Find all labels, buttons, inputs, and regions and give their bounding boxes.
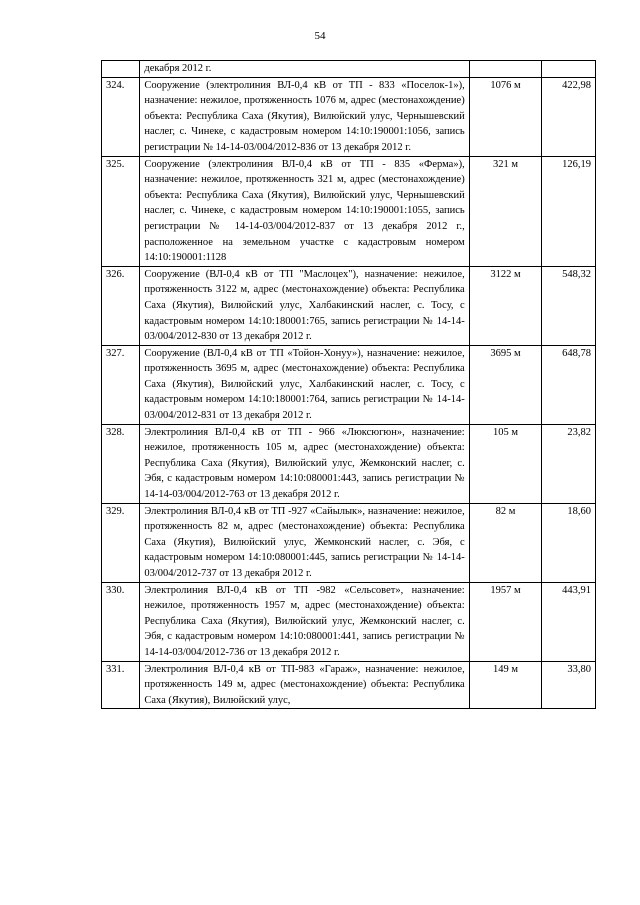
table-row xyxy=(102,661,596,709)
row-description-cell: Сооружение (ВЛ-0,4 кВ от ТП «Тойон-Хонуу»), назначение: нежилое, протяженность 3695 м, адрес (местонахождение) объекта: Республика Саха (Якутия), Вилюйский улус, Халбакинский наслег, с. Тосу, с кадастровым номером 14:10:180001:764, запись регистрации № 14-14-03/004/2012-831 от 13 декабря 2012 г. xyxy=(140,345,469,424)
row-length-cell: 321 м xyxy=(469,156,542,266)
row-value-cell: 548,32 xyxy=(542,266,596,345)
row-number-cell: 330. xyxy=(102,582,140,661)
row-length-cell: 105 м xyxy=(469,424,542,503)
row-number-cell: 328. xyxy=(102,424,140,503)
row-number-cell: 326. xyxy=(102,266,140,345)
row-value-cell xyxy=(542,61,596,78)
property-registry-table xyxy=(101,60,596,709)
row-value-cell: 422,98 xyxy=(542,77,596,156)
table-row xyxy=(102,582,596,661)
row-number-cell: 325. xyxy=(102,156,140,266)
row-length-cell: 3122 м xyxy=(469,266,542,345)
page-number: 54 xyxy=(314,30,326,42)
row-description-cell: Электролиния ВЛ-0,4 кВ от ТП -927 «Сайылык», назначение: нежилое, протяженность 82 м, адрес (местонахождение) объекта: Республика Саха (Якутия), Вилюйский улус, Жемконский наслег, с. Эбя, с кадастровым номером 14:10:080001:445, запись регистрации № 14-14-03/004/2012-737 от 13 декабря 2012 г. xyxy=(140,503,469,582)
row-value-cell: 33,80 xyxy=(542,661,596,709)
table-row xyxy=(102,503,596,582)
table-row xyxy=(102,156,596,266)
row-value-cell: 648,78 xyxy=(542,345,596,424)
row-description-cell: декабря 2012 г. xyxy=(140,61,469,78)
row-value-cell: 18,60 xyxy=(542,503,596,582)
row-description-cell: Сооружение (электролиния ВЛ-0,4 кВ от ТП - 833 «Поселок-1»), назначение: нежилое, протяженность 1076 м, адрес (местонахождение) объекта: Республика Саха (Якутия), Вилюйский улус, Чернышевский наслег, с. Чинеке, с кадастровым номером 14:10:190001:1056, запись регистрации № 14-14-03/004/2012-836 от 13 декабря 2012 г. xyxy=(140,77,469,156)
table-row xyxy=(102,61,596,78)
table-body xyxy=(102,61,596,709)
row-description-cell: Электролиния ВЛ-0,4 кВ от ТП - 966 «Люксюгюн», назначение: нежилое, протяженность 105 м, адрес (местонахождение) объекта: Республика Саха (Якутия), Вилюйский улус, Жемконский наслег, с. Эбя, с кадастровым номером 14:10:080001:443, запись регистрации № 14-14-03/004/2012-763 от 13 декабря 2012 г. xyxy=(140,424,469,503)
row-value-cell: 23,82 xyxy=(542,424,596,503)
row-number-cell: 329. xyxy=(102,503,140,582)
table-row xyxy=(102,345,596,424)
row-length-cell: 3695 м xyxy=(469,345,542,424)
row-value-cell: 126,19 xyxy=(542,156,596,266)
row-length-cell: 82 м xyxy=(469,503,542,582)
row-value-cell: 443,91 xyxy=(542,582,596,661)
row-number-cell: 331. xyxy=(102,661,140,709)
row-description-cell: Сооружение (электролиния ВЛ-0,4 кВ от ТП - 835 «Ферма»), назначение: нежилое, протяженность 321 м, адрес (местонахождение) объекта: Республика Саха (Якутия), Вилюйский улус, Чернышевский наслег, с. Чинеке, с кадастровым номером 14:10:190001:1055, запись регистрации № 14-14-03/004/2012-837 от 13 декабря 2012 г., расположенное на земельном участке с кадастровым номером 14:10:190001:1128 xyxy=(140,156,469,266)
table-row xyxy=(102,77,596,156)
table-row xyxy=(102,266,596,345)
row-length-cell: 1957 м xyxy=(469,582,542,661)
row-description-cell: Сооружение (ВЛ-0,4 кВ от ТП "Маслоцех"), назначение: нежилое, протяженность 3122 м, адрес (местонахождение) объекта: Республика Саха (Якутия), Вилюйский улус, Халбакинский наслег, с. Тосу, с кадастровым номером 14:10:180001:765, запись регистрации № 14-14-03/004/2012-830 от 13 декабря 2012 г. xyxy=(140,266,469,345)
row-number-cell: 324. xyxy=(102,77,140,156)
row-number-cell: 327. xyxy=(102,345,140,424)
row-number-cell xyxy=(102,61,140,78)
row-length-cell: 149 м xyxy=(469,661,542,709)
table-row xyxy=(102,424,596,503)
row-length-cell: 1076 м xyxy=(469,77,542,156)
row-description-cell: Электролиния ВЛ-0,4 кВ от ТП -982 «Сельсовет», назначение: нежилое, протяженность 1957 м, адрес (местонахождение) объекта: Республика Саха (Якутия), Вилюйский улус, Жемконский наслег, с. Эбя, с кадастровым номером 14:10:080001:441, запись регистрации № 14-14-03/004/2012-736 от 13 декабря 2012 г. xyxy=(140,582,469,661)
row-length-cell xyxy=(469,61,542,78)
row-description-cell: Электролиния ВЛ-0,4 кВ от ТП-983 «Гараж», назначение: нежилое, протяженность 149 м, адрес (местонахождение) объекта: Республика Саха (Якутия), Вилюйский улус, xyxy=(140,661,469,709)
